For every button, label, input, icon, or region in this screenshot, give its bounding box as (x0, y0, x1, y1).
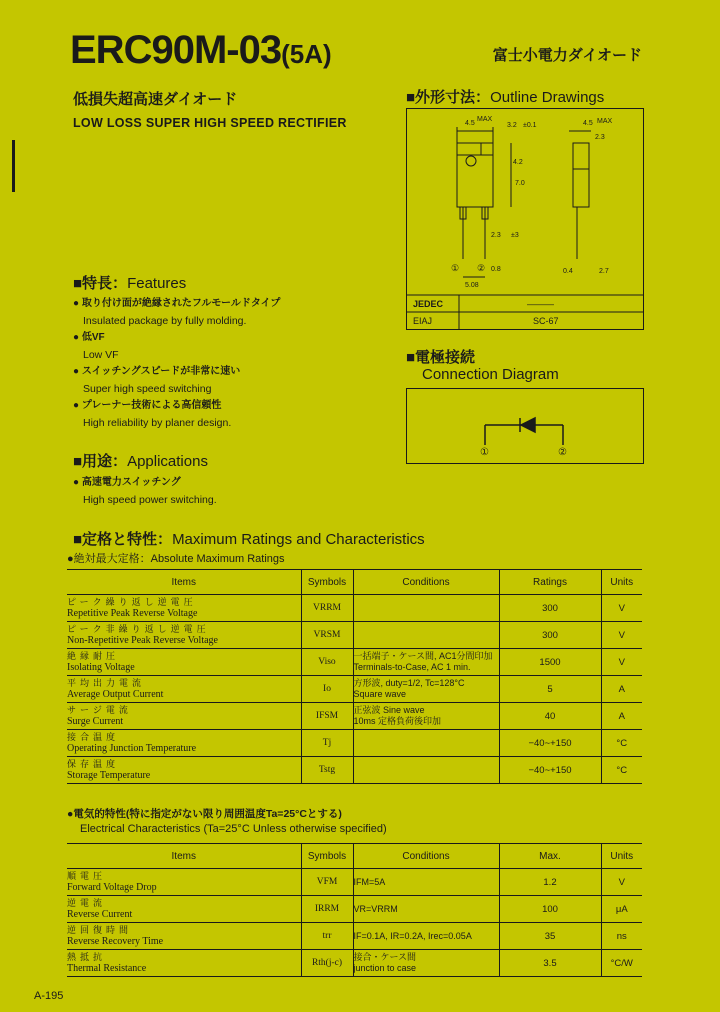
dim-label: 2.3 (595, 134, 605, 141)
outline-drawing (407, 109, 643, 329)
table-row: 接合温度 Operating Junction Temperature Tj −40~+150 °C (67, 730, 642, 757)
table-row: 逆回復時間 Reverse Recovery Time trr IF=0.1A, IR=0.2A, Irec=0.05A 35 ns (67, 923, 642, 950)
page-number: A-195 (34, 990, 64, 1002)
subtitle-jp: 低損失超高速ダイオード (73, 91, 238, 108)
connection-heading-en: Connection Diagram (422, 366, 559, 383)
subtitle-en: LOW LOSS SUPER HIGH SPEED RECTIFIER (73, 116, 347, 130)
dim-label: 0.4 (563, 268, 573, 275)
dim-label: 4.5 (583, 120, 593, 127)
jedec-value: ——— (527, 299, 554, 309)
feature-item: ● スイッチングスピードが非常に速い Super high speed switching (73, 366, 241, 395)
table-row: ピーク繰り返し逆電圧 Repetitive Peak Reverse Voltage VRRM 300 V (67, 595, 642, 622)
pin1-label: ① (480, 447, 489, 458)
eiaj-label: EIAJ (413, 316, 433, 326)
dim-label: 4.2 (513, 159, 523, 166)
margin-mark (12, 140, 15, 192)
dim-label: 0.8 (491, 266, 501, 273)
abs-max-table (67, 569, 642, 784)
package-body (457, 143, 493, 207)
dim-label: MAX (477, 116, 493, 123)
applications-heading: ■用途：Applications (73, 453, 208, 470)
connection-box (406, 388, 644, 464)
part-title: ERC90M-03(5A) (70, 28, 332, 72)
outline-box (406, 108, 644, 330)
dim-label: MAX (597, 118, 613, 125)
dim-label: 5.08 (465, 282, 479, 289)
application-item: ● 高速電力スイッチング High speed power switching. (73, 477, 217, 506)
pin-label: ① (451, 263, 460, 273)
table-row: 絶縁耐圧 Isolating Voltage Viso 一括端子・ケース間, AC1分間印加 Terminals-to-Case, AC 1 min. 1500 V (67, 649, 642, 676)
feature-item: ● 取り付け面が絶縁されたフルモールドタイプ Insulated package by fully molding. (73, 298, 281, 327)
table-row: 逆電流 Reverse Current IRRM VR=VRRM 100 μA (67, 896, 642, 923)
table-row: 順電圧 Forward Voltage Drop VFM IFM=5A 1.2 V (67, 869, 642, 896)
features-heading: ■特長：Features (73, 275, 187, 292)
dim-label: 7.0 (515, 180, 525, 187)
maker-title: 富士小電力ダイオード (492, 47, 642, 64)
pin2-label: ② (558, 447, 567, 458)
table-header: Items Symbols Conditions Max. Units (67, 844, 642, 869)
abs-max-heading: ●絶対最大定格：Absolute Maximum Ratings (67, 553, 285, 565)
feature-item: ● プレーナー技術による高信頼性 High reliability by planer design. (73, 400, 232, 429)
jedec-label: JEDEC (413, 299, 444, 309)
dim-label: 2.3 (491, 232, 501, 239)
table-header: Items Symbols Conditions Ratings Units (67, 570, 642, 595)
dim-label: 2.7 (599, 268, 609, 275)
ratings-heading: ■定格と特性：Maximum Ratings and Characteristics (73, 531, 425, 548)
mounting-hole (466, 156, 476, 166)
elec-heading-en: Electrical Characteristics (Ta=25°C Unless otherwise specified) (80, 823, 387, 835)
eiaj-value: SC-67 (533, 316, 559, 326)
dim-label: ±0.1 (523, 122, 537, 129)
table-row: サージ電流 Surge Current IFSM 正弦波 Sine wave 10ms 定格負荷後印加 40 A (67, 703, 642, 730)
table-row: 熱抵抗 Thermal Resistance Rth(j-c) 接合・ケース間 junction to case 3.5 °C/W (67, 950, 642, 977)
dim-label: 4.5 (465, 120, 475, 127)
diode-symbol (407, 389, 643, 463)
dim-label: 3.2 (507, 122, 517, 129)
table-row: 平均出力電流 Average Output Current Io 方形波, duty=1/2, Tc=128°C Square wave 5 A (67, 676, 642, 703)
package-side (573, 143, 589, 207)
connection-heading-jp: ■電極接続 (406, 349, 476, 366)
elec-heading-jp: ●電気的特性(特に指定がない限り周囲温度Ta=25°Cとする) (67, 808, 342, 820)
table-row: ピーク非繰り返し逆電圧 Non-Repetitive Peak Reverse Voltage VRSM 300 V (67, 622, 642, 649)
elec-table (67, 843, 642, 977)
dim-label: ±3 (511, 232, 519, 239)
table-row: 保存温度 Storage Temperature Tstg −40~+150 °C (67, 757, 642, 784)
features-list (73, 294, 393, 430)
feature-item: ● 低VF Low VF (73, 332, 119, 361)
pin-label: ② (477, 263, 486, 273)
outline-heading: ■外形寸法：Outline Drawings (406, 89, 605, 106)
